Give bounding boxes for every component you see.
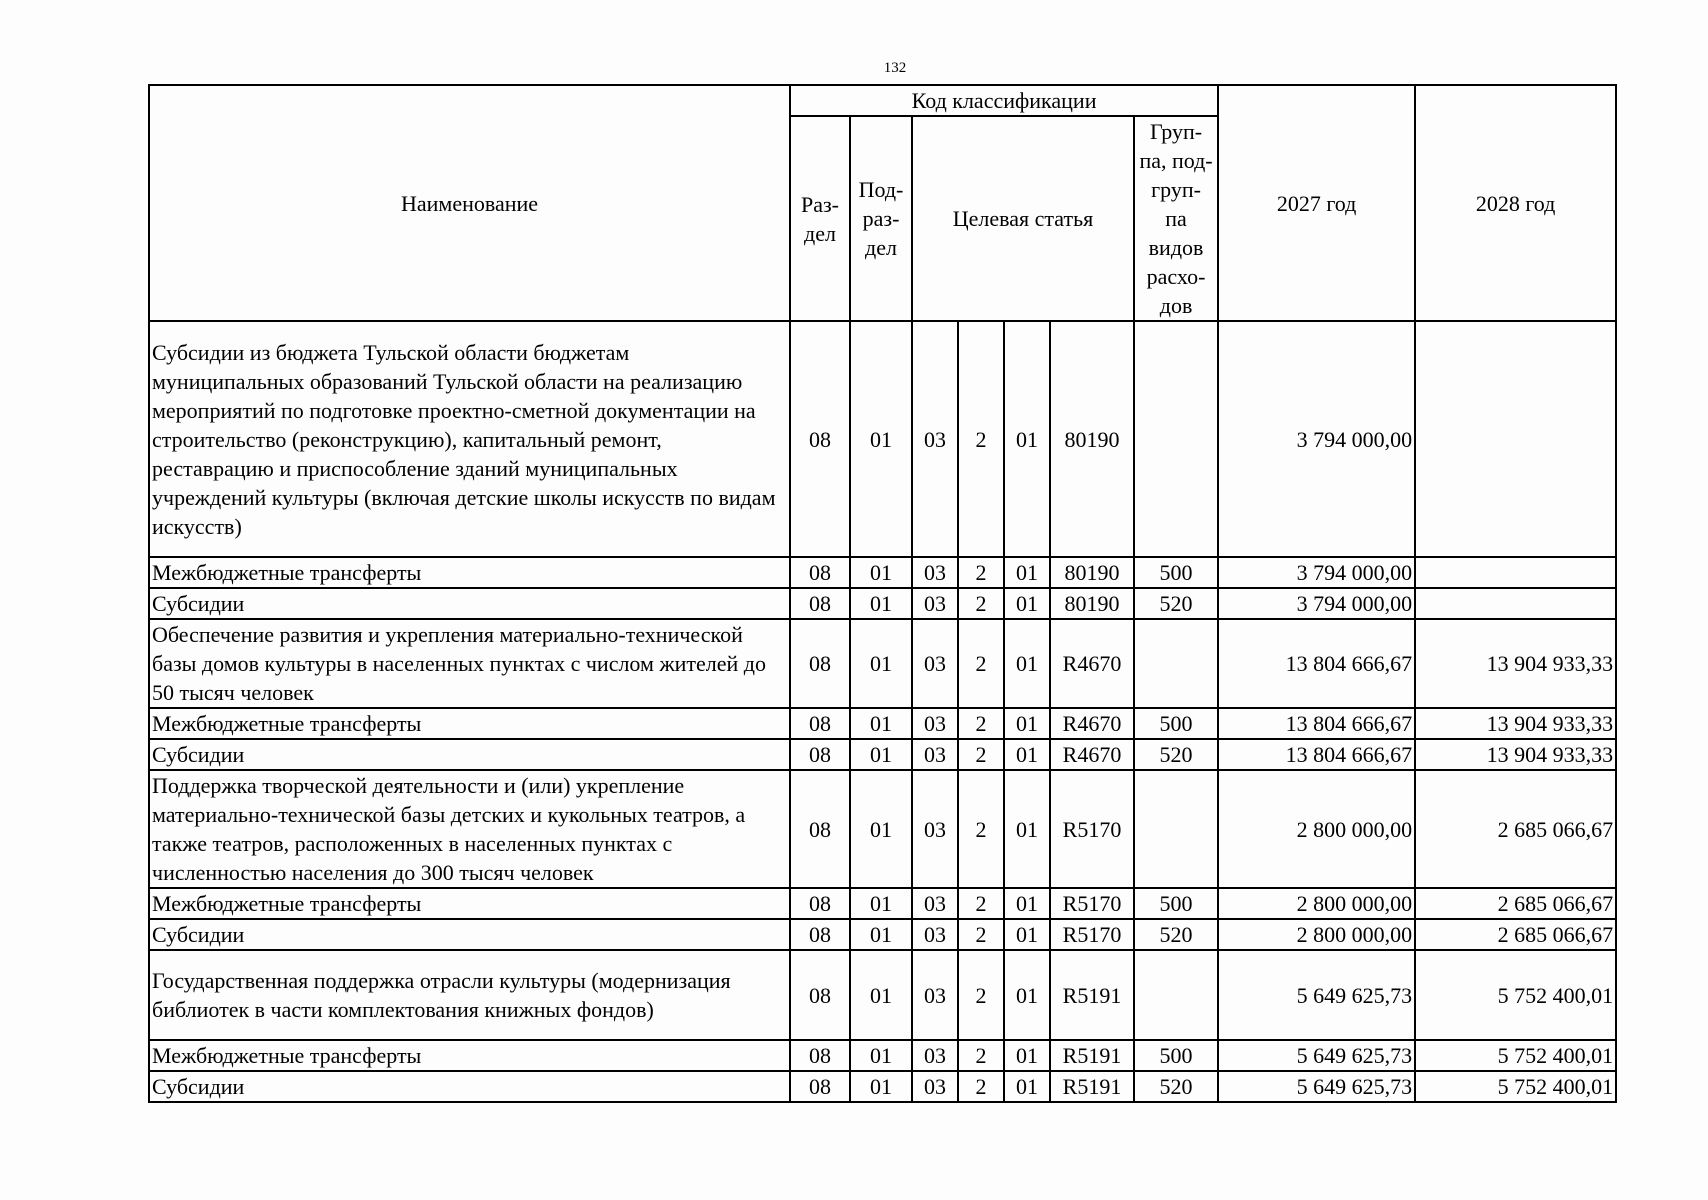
row-amount-2028-cell: 13 904 933,33 [1415, 739, 1616, 770]
row-target-subprogram-cell: 01 [1004, 770, 1050, 888]
row-target-subprogram-cell: 01 [1004, 588, 1050, 619]
row-target-program-cell: 03 [912, 708, 958, 739]
row-amount-2027-cell: 13 804 666,67 [1218, 708, 1415, 739]
row-target-type-cell: 2 [958, 557, 1004, 588]
row-target-subprogram-cell: 01 [1004, 321, 1050, 557]
row-target-type-cell: 2 [958, 739, 1004, 770]
header-year-2027: 2027 год [1218, 85, 1415, 321]
row-target-direction-cell: R4670 [1050, 708, 1134, 739]
row-expense-group-cell [1134, 770, 1218, 888]
row-razdel-cell: 08 [790, 321, 850, 557]
row-target-direction-cell: R4670 [1050, 739, 1134, 770]
row-target-type-cell: 2 [958, 888, 1004, 919]
row-name-cell: Субсидии [149, 919, 790, 950]
row-podrazdel-cell: 01 [850, 708, 912, 739]
row-name-cell: Субсидии из бюджета Тульской области бюджетам муниципальных образований Тульской области на реализацию мероприятий по подготовке проектно-сметной документации на строительство (реконструкцию), капитальный ремонт, реставрацию и приспособление зданий муниципальных учреждений культуры (включая детские школы искусств по видам искусств) [149, 321, 790, 557]
row-podrazdel-cell: 01 [850, 619, 912, 708]
row-target-type-cell: 2 [958, 919, 1004, 950]
row-expense-group-cell: 520 [1134, 739, 1218, 770]
row-amount-2027-cell: 3 794 000,00 [1218, 557, 1415, 588]
row-amount-2027-cell: 2 800 000,00 [1218, 888, 1415, 919]
table-row [149, 321, 1616, 557]
row-amount-2027-cell: 2 800 000,00 [1218, 919, 1415, 950]
row-amount-2028-cell: 13 904 933,33 [1415, 708, 1616, 739]
row-amount-2028-cell [1415, 321, 1616, 557]
row-target-program-cell: 03 [912, 950, 958, 1040]
row-target-program-cell: 03 [912, 1040, 958, 1071]
row-expense-group-cell: 500 [1134, 888, 1218, 919]
row-target-program-cell: 03 [912, 557, 958, 588]
row-expense-group-cell: 500 [1134, 1040, 1218, 1071]
table-row [149, 919, 1616, 950]
row-podrazdel-cell: 01 [850, 739, 912, 770]
table-row [149, 557, 1616, 588]
table-row [149, 619, 1616, 708]
row-expense-group-cell: 500 [1134, 557, 1218, 588]
row-razdel-cell: 08 [790, 888, 850, 919]
row-target-direction-cell: R5191 [1050, 1040, 1134, 1071]
row-target-direction-cell: 80190 [1050, 321, 1134, 557]
row-expense-group-cell: 520 [1134, 1071, 1218, 1102]
row-razdel-cell: 08 [790, 919, 850, 950]
row-expense-group-cell [1134, 619, 1218, 708]
row-amount-2028-cell: 2 685 066,67 [1415, 919, 1616, 950]
row-target-subprogram-cell: 01 [1004, 919, 1050, 950]
row-podrazdel-cell: 01 [850, 557, 912, 588]
row-target-type-cell: 2 [958, 321, 1004, 557]
header-razdel: Раз- дел [790, 116, 850, 321]
row-target-program-cell: 03 [912, 888, 958, 919]
row-razdel-cell: 08 [790, 588, 850, 619]
row-razdel-cell: 08 [790, 739, 850, 770]
row-amount-2027-cell: 2 800 000,00 [1218, 770, 1415, 888]
row-podrazdel-cell: 01 [850, 950, 912, 1040]
row-name-cell: Межбюджетные трансферты [149, 888, 790, 919]
row-target-subprogram-cell: 01 [1004, 888, 1050, 919]
row-expense-group-cell: 520 [1134, 588, 1218, 619]
row-name-cell: Поддержка творческой деятельности и (или) укрепление материально-технической базы детских и кукольных театров, а также театров, расположенных в населенных пунктах с численностью населения до 300 тысяч человек [149, 770, 790, 888]
row-razdel-cell: 08 [790, 557, 850, 588]
row-podrazdel-cell: 01 [850, 321, 912, 557]
row-amount-2028-cell: 5 752 400,01 [1415, 950, 1616, 1040]
row-podrazdel-cell: 01 [850, 888, 912, 919]
table-row [149, 588, 1616, 619]
row-target-direction-cell: 80190 [1050, 588, 1134, 619]
row-target-direction-cell: 80190 [1050, 557, 1134, 588]
row-amount-2027-cell: 3 794 000,00 [1218, 321, 1415, 557]
row-amount-2028-cell: 2 685 066,67 [1415, 770, 1616, 888]
table-row [149, 888, 1616, 919]
row-target-program-cell: 03 [912, 770, 958, 888]
row-amount-2028-cell: 5 752 400,01 [1415, 1040, 1616, 1071]
row-target-subprogram-cell: 01 [1004, 557, 1050, 588]
row-target-subprogram-cell: 01 [1004, 950, 1050, 1040]
row-expense-group-cell: 520 [1134, 919, 1218, 950]
table-row [149, 770, 1616, 888]
row-target-program-cell: 03 [912, 321, 958, 557]
row-expense-group-cell: 500 [1134, 708, 1218, 739]
table-row [149, 1040, 1616, 1071]
row-amount-2027-cell: 13 804 666,67 [1218, 619, 1415, 708]
header-classification-code: Код классификации [790, 85, 1218, 116]
row-expense-group-cell [1134, 950, 1218, 1040]
header-year-2028: 2028 год [1415, 85, 1616, 321]
row-name-cell: Субсидии [149, 739, 790, 770]
row-target-type-cell: 2 [958, 1071, 1004, 1102]
row-amount-2027-cell: 13 804 666,67 [1218, 739, 1415, 770]
row-name-cell: Государственная поддержка отрасли культуры (модернизация библиотек в части комплектования книжных фондов) [149, 950, 790, 1040]
row-podrazdel-cell: 01 [850, 588, 912, 619]
row-target-program-cell: 03 [912, 588, 958, 619]
row-amount-2028-cell [1415, 557, 1616, 588]
row-razdel-cell: 08 [790, 950, 850, 1040]
row-target-direction-cell: R5170 [1050, 770, 1134, 888]
row-podrazdel-cell: 01 [850, 770, 912, 888]
row-podrazdel-cell: 01 [850, 1040, 912, 1071]
row-amount-2027-cell: 5 649 625,73 [1218, 1040, 1415, 1071]
row-target-subprogram-cell: 01 [1004, 1040, 1050, 1071]
row-target-direction-cell: R5191 [1050, 950, 1134, 1040]
table-row [149, 739, 1616, 770]
row-name-cell: Межбюджетные трансферты [149, 1040, 790, 1071]
row-amount-2027-cell: 5 649 625,73 [1218, 950, 1415, 1040]
header-target-article: Целевая статья [912, 116, 1134, 321]
row-target-subprogram-cell: 01 [1004, 619, 1050, 708]
row-target-type-cell: 2 [958, 588, 1004, 619]
row-target-subprogram-cell: 01 [1004, 708, 1050, 739]
row-target-subprogram-cell: 01 [1004, 1071, 1050, 1102]
row-target-type-cell: 2 [958, 708, 1004, 739]
row-name-cell: Межбюджетные трансферты [149, 708, 790, 739]
budget-table [148, 84, 1617, 1103]
row-razdel-cell: 08 [790, 1071, 850, 1102]
row-target-direction-cell: R5191 [1050, 1071, 1134, 1102]
row-amount-2028-cell: 13 904 933,33 [1415, 619, 1616, 708]
row-name-cell: Межбюджетные трансферты [149, 557, 790, 588]
row-target-direction-cell: R5170 [1050, 919, 1134, 950]
row-target-type-cell: 2 [958, 950, 1004, 1040]
row-target-program-cell: 03 [912, 1071, 958, 1102]
row-target-type-cell: 2 [958, 1040, 1004, 1071]
row-razdel-cell: 08 [790, 708, 850, 739]
row-target-program-cell: 03 [912, 739, 958, 770]
row-razdel-cell: 08 [790, 770, 850, 888]
row-name-cell: Обеспечение развития и укрепления материально-технической базы домов культуры в населенных пунктах с числом жителей до 50 тысяч человек [149, 619, 790, 708]
header-name: Наименование [149, 85, 790, 321]
row-razdel-cell: 08 [790, 619, 850, 708]
row-target-program-cell: 03 [912, 619, 958, 708]
page-number: 132 [883, 60, 907, 76]
row-amount-2028-cell: 5 752 400,01 [1415, 1071, 1616, 1102]
row-razdel-cell: 08 [790, 1040, 850, 1071]
row-amount-2027-cell: 5 649 625,73 [1218, 1071, 1415, 1102]
table-row [149, 950, 1616, 1040]
header-expense-group: Груп- па, под- груп- па видов расхо- дов [1134, 116, 1218, 321]
row-name-cell: Субсидии [149, 1071, 790, 1102]
row-target-subprogram-cell: 01 [1004, 739, 1050, 770]
header-row-1 [149, 85, 1616, 116]
row-target-direction-cell: R4670 [1050, 619, 1134, 708]
row-name-cell: Субсидии [149, 588, 790, 619]
row-target-type-cell: 2 [958, 770, 1004, 888]
row-amount-2027-cell: 3 794 000,00 [1218, 588, 1415, 619]
header-podrazdel: Под- раз- дел [850, 116, 912, 321]
row-podrazdel-cell: 01 [850, 919, 912, 950]
row-amount-2028-cell [1415, 588, 1616, 619]
row-target-program-cell: 03 [912, 919, 958, 950]
row-amount-2028-cell: 2 685 066,67 [1415, 888, 1616, 919]
row-podrazdel-cell: 01 [850, 1071, 912, 1102]
table-row [149, 1071, 1616, 1102]
row-target-type-cell: 2 [958, 619, 1004, 708]
table-row [149, 708, 1616, 739]
row-expense-group-cell [1134, 321, 1218, 557]
row-target-direction-cell: R5170 [1050, 888, 1134, 919]
